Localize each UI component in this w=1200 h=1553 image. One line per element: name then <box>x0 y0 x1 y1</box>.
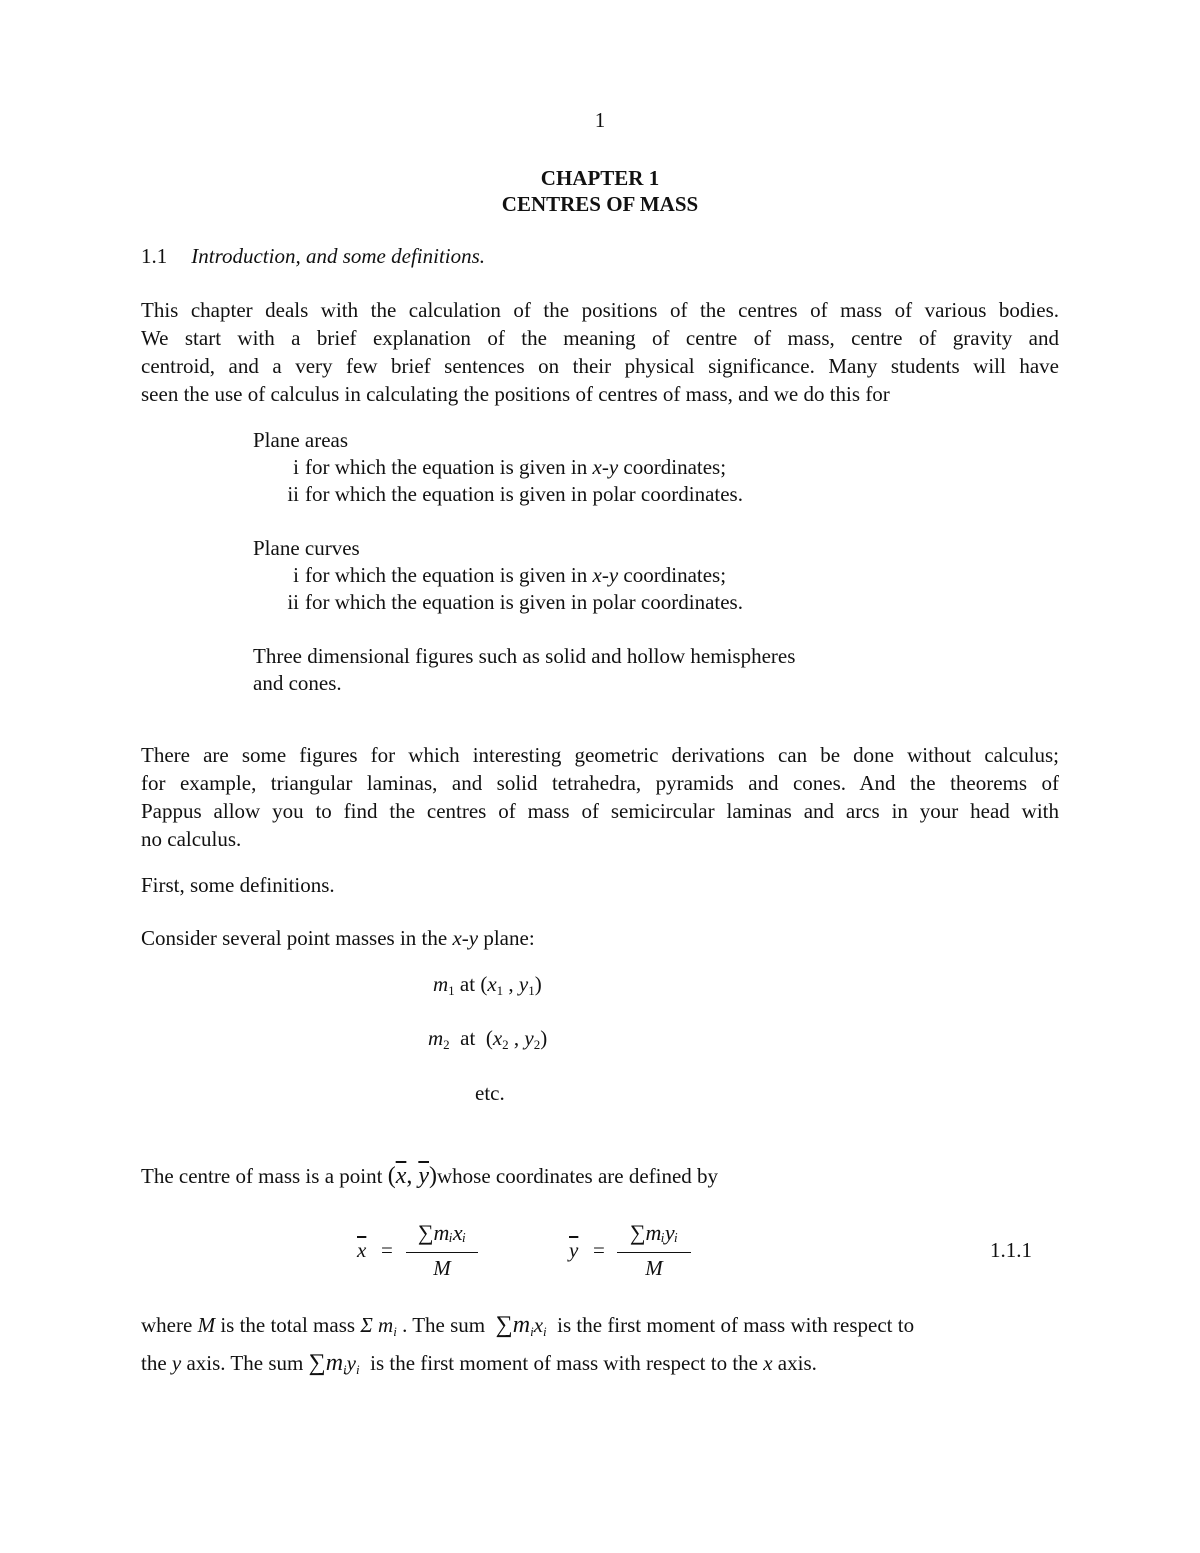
plane-areas-heading: Plane areas <box>253 428 349 452</box>
y-symbol: y <box>518 972 529 996</box>
item-text: for which the equation is given in polar coordinates. <box>305 482 743 506</box>
closing-text: is the first moment of mass with respect to <box>551 1313 915 1337</box>
list-numeral: i <box>293 563 299 587</box>
plane-areas-item <box>253 482 743 507</box>
mass-2: $m_2$ at ($x_2$ , $y_2$) <box>428 1026 548 1052</box>
equals-sign: = <box>593 1238 605 1262</box>
sum-sub: i <box>356 1362 360 1377</box>
x-sub: 1 <box>496 983 504 998</box>
coord-label: x-y <box>592 563 619 587</box>
numerator-y: ∑mᵢyᵢ <box>629 1220 679 1245</box>
section-title: Introduction, and some definitions. <box>191 244 486 268</box>
equation-number: 1.1.1 <box>990 1238 1032 1262</box>
chapter-title: CENTRES OF MASS <box>501 192 699 216</box>
item-text: coordinates; <box>618 563 727 587</box>
pappus-paragraph <box>141 741 1059 853</box>
pappus-line: no calculus. <box>141 827 242 851</box>
list-numeral: i <box>293 455 299 479</box>
at-word: at <box>460 1026 476 1050</box>
fraction-bar <box>406 1252 478 1253</box>
mass-symbol: m <box>433 972 449 996</box>
pappus-line: for example, triangular laminas, and solid tetrahedra, pyramids and cones. And the theorems of <box>141 771 1059 795</box>
closing-text: axis. The sum <box>181 1351 309 1375</box>
intro-line: We start with a brief explanation of the meaning of centre of mass, centre of gravity and <box>141 326 1059 350</box>
axis-symbol: x <box>763 1351 773 1375</box>
sum-var: y <box>346 1351 356 1375</box>
three-d-line: and cones. <box>253 671 342 695</box>
centre-text: The centre of mass is a point <box>141 1164 383 1188</box>
denominator-y: M <box>645 1256 663 1280</box>
page-number: 1 <box>594 108 606 132</box>
numerator-x: ∑mᵢxᵢ <box>417 1220 467 1245</box>
sum-sub: i <box>530 1324 534 1339</box>
x-symbol: x <box>487 972 497 996</box>
centre-definition <box>141 1163 718 1190</box>
intro-line: This chapter deals with the calculation of the positions of the centres of mass of various bodies. <box>141 298 1059 322</box>
etc-label: etc. <box>475 1081 505 1105</box>
at-word: at <box>459 972 476 996</box>
centre-text: whose coordinates are defined by <box>437 1164 719 1188</box>
item-text: coordinates; <box>618 455 727 479</box>
item-text: for which the equation is given in polar coordinates. <box>305 590 743 614</box>
item-text: for which the equation is given in <box>305 455 593 479</box>
sum-var: x <box>533 1313 544 1337</box>
fraction-bar <box>617 1252 691 1253</box>
chapter-label: CHAPTER 1 <box>540 166 660 190</box>
equals-sign: = <box>381 1238 393 1262</box>
closing-line-1 <box>141 1312 914 1339</box>
y-sub: 1 <box>528 983 535 998</box>
plane-curves-item <box>253 590 743 615</box>
list-numeral: ii <box>287 482 299 506</box>
closing-text: . The sum <box>396 1313 491 1337</box>
coord-label: x-y <box>592 455 619 479</box>
closing-line-2 <box>141 1350 817 1377</box>
intro-line: centroid, and a very few brief sentences on their physical significance. Many students will have <box>141 354 1059 378</box>
section-number: 1.1 <box>141 244 168 268</box>
x-symbol: x <box>492 1026 503 1050</box>
x-sub: 2 <box>502 1037 509 1052</box>
intro-paragraph <box>141 296 1059 408</box>
closing-text: the <box>141 1351 172 1375</box>
pappus-line: Pappus allow you to find the centres of mass of semicircular laminas and arcs in your head with <box>141 799 1059 823</box>
section-heading <box>141 244 485 269</box>
plane-curves-item <box>253 563 726 588</box>
plane-areas-item <box>253 455 726 480</box>
axis-symbol: y <box>171 1351 182 1375</box>
mass-sub: 2 <box>443 1037 450 1052</box>
consider-text: Consider several point masses in the <box>141 926 453 950</box>
pappus-line: There are some figures for which interesting geometric derivations can be done without calculus; <box>141 743 1059 767</box>
closing-text: is the first moment of mass with respect to the <box>364 1351 764 1375</box>
plane-curves-heading: Plane curves <box>253 536 360 560</box>
coord-label: x-y <box>452 926 479 950</box>
mass-sub: 1 <box>448 983 455 998</box>
sum-symbol: ∑m <box>495 1312 531 1338</box>
item-text: for which the equation is given in <box>305 563 593 587</box>
sum-symbol: Σ m <box>360 1313 394 1337</box>
list-numeral: ii <box>287 590 299 614</box>
three-d-line: Three dimensional figures such as solid and hollow hemispheres <box>253 644 796 668</box>
consider-line <box>141 926 535 951</box>
sum-sub: i <box>343 1362 347 1377</box>
denominator-x: M <box>433 1256 451 1280</box>
closing-text: is the total mass <box>215 1313 361 1337</box>
xbar-symbol: $\overline{x}$ <box>357 1238 367 1262</box>
y-symbol: y <box>524 1026 534 1050</box>
y-sub: 2 <box>533 1037 541 1052</box>
closing-text: axis. <box>772 1351 817 1375</box>
closing-text: where <box>141 1313 198 1337</box>
sum-symbol: ∑m <box>308 1350 344 1376</box>
mass-1: $m_1$ at ($x_1$ , $y_1$) <box>433 972 542 998</box>
mass-symbol: m <box>428 1026 444 1050</box>
sum-sub: i <box>393 1324 397 1339</box>
intro-line: seen the use of calculus in calculating the positions of centres of mass, and we do this for <box>141 382 890 406</box>
sum-sub: i <box>543 1324 547 1339</box>
mass-total-symbol: M <box>197 1313 216 1337</box>
ybar-symbol: $\overline{y}$ <box>569 1238 579 1262</box>
first-definitions: First, some definitions. <box>141 873 335 897</box>
point-notation: ($\overline{x}$, $\overline{y}$) <box>387 1163 437 1189</box>
consider-text: plane: <box>478 926 535 950</box>
